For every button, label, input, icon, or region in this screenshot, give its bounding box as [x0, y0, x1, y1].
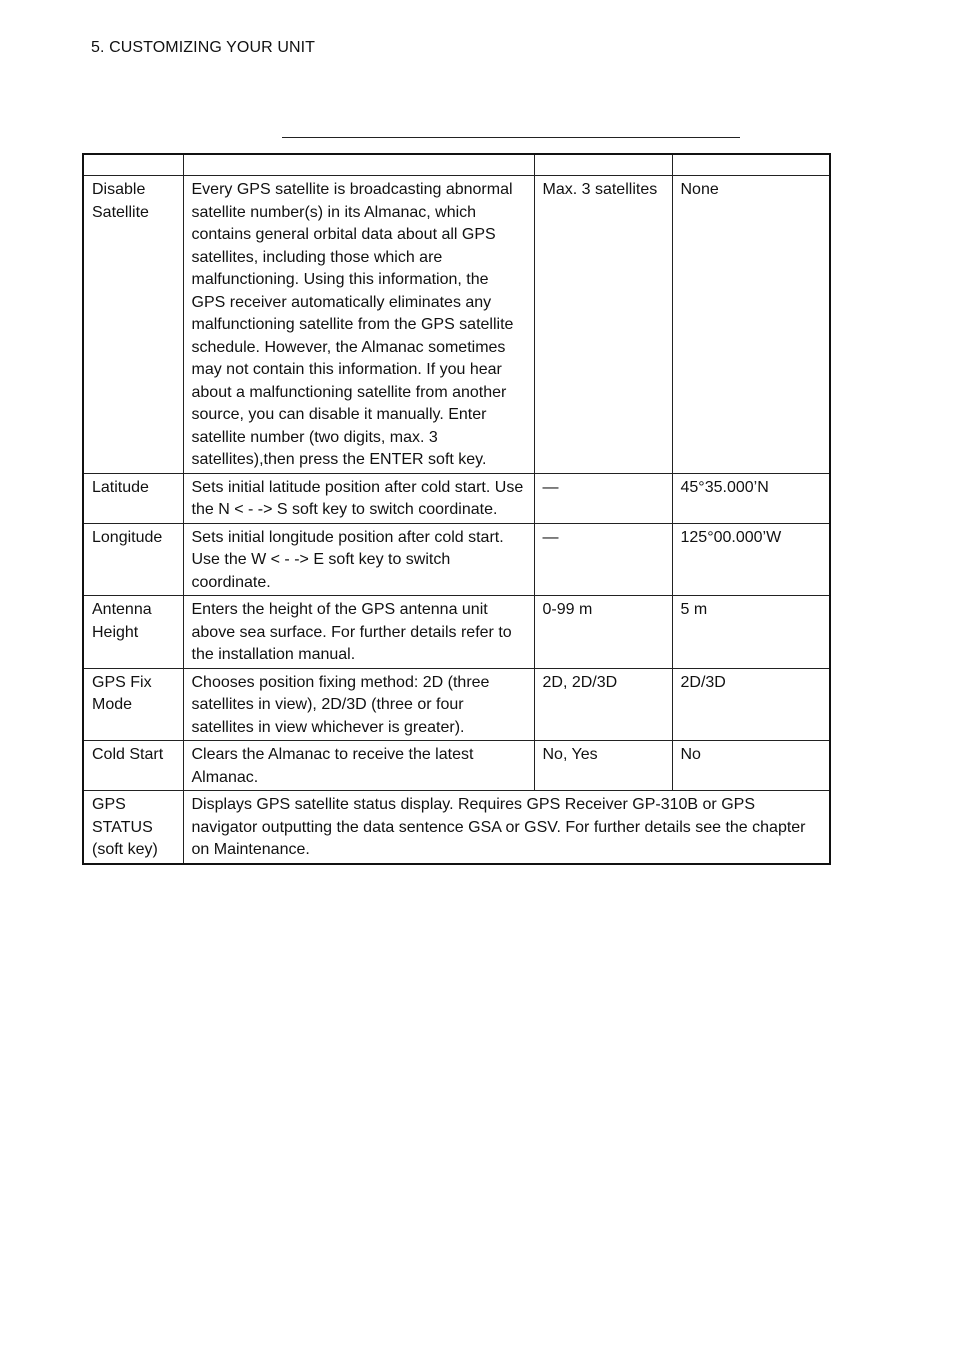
- row-default: No: [672, 741, 830, 791]
- row-range: —: [534, 523, 672, 596]
- table-row: [83, 523, 830, 596]
- row-description: Displays GPS satellite status display. Requires GPS Receiver GP-310B or GPS navigator outputting the data sentence GSA or GSV. For further details see the chapter on Maintenance.: [183, 791, 830, 864]
- row-item: GPS STATUS (soft key): [83, 791, 183, 864]
- row-range: 0-99 m: [534, 596, 672, 669]
- table-row: [83, 791, 830, 864]
- row-range: No, Yes: [534, 741, 672, 791]
- row-range: —: [534, 473, 672, 523]
- row-range: Max. 3 satellites: [534, 176, 672, 474]
- row-item: Antenna Height: [83, 596, 183, 669]
- row-default: 5 m: [672, 596, 830, 669]
- table-row: [83, 176, 830, 474]
- row-description: Sets initial longitude position after cold start. Use the W < - -> E soft key to switch coordinate.: [183, 523, 534, 596]
- header-description: [183, 154, 534, 176]
- running-header: 5. CUSTOMIZING YOUR UNIT: [91, 39, 316, 56]
- row-range: 2D, 2D/3D: [534, 668, 672, 741]
- header-item: [83, 154, 183, 176]
- row-item: Latitude: [83, 473, 183, 523]
- row-description: Every GPS satellite is broadcasting abnormal satellite number(s) in its Almanac, which contains general orbital data about all GPS satellites, including those which are malfunctioning. Using this information, the GPS receiver automatically eliminates any malfunctioning satellite from the GPS satellite schedule. However, the Almanac sometimes may not contain this information. If you hear about a malfunctioning satellite from another source, you can disable it manually. Enter satellite number (two digits, max. 3 satellites),then press the ENTER soft key.: [183, 176, 534, 474]
- header-range: [534, 154, 672, 176]
- table-row: [83, 473, 830, 523]
- table-header-row: [83, 154, 830, 176]
- row-default: None: [672, 176, 830, 474]
- row-description: Chooses position fixing method: 2D (three satellites in view), 2D/3D (three or four satellites in view whichever is greater).: [183, 668, 534, 741]
- row-item: Cold Start: [83, 741, 183, 791]
- row-item: GPS Fix Mode: [83, 668, 183, 741]
- row-description: Enters the height of the GPS antenna unit above sea surface. For further details refer to the installation manual.: [183, 596, 534, 669]
- table-row: [83, 596, 830, 669]
- row-description: Clears the Almanac to receive the latest Almanac.: [183, 741, 534, 791]
- title-rule: [282, 137, 740, 138]
- row-item: Disable Satellite: [83, 176, 183, 474]
- table-row: [83, 668, 830, 741]
- header-default: [672, 154, 830, 176]
- row-item: Longitude: [83, 523, 183, 596]
- row-default: 125°00.000’W: [672, 523, 830, 596]
- row-default: 45°35.000’N: [672, 473, 830, 523]
- row-default: 2D/3D: [672, 668, 830, 741]
- row-description: Sets initial latitude position after cold start. Use the N < - -> S soft key to switch coordinate.: [183, 473, 534, 523]
- gps-setup-table: [82, 153, 831, 865]
- table-row: [83, 741, 830, 791]
